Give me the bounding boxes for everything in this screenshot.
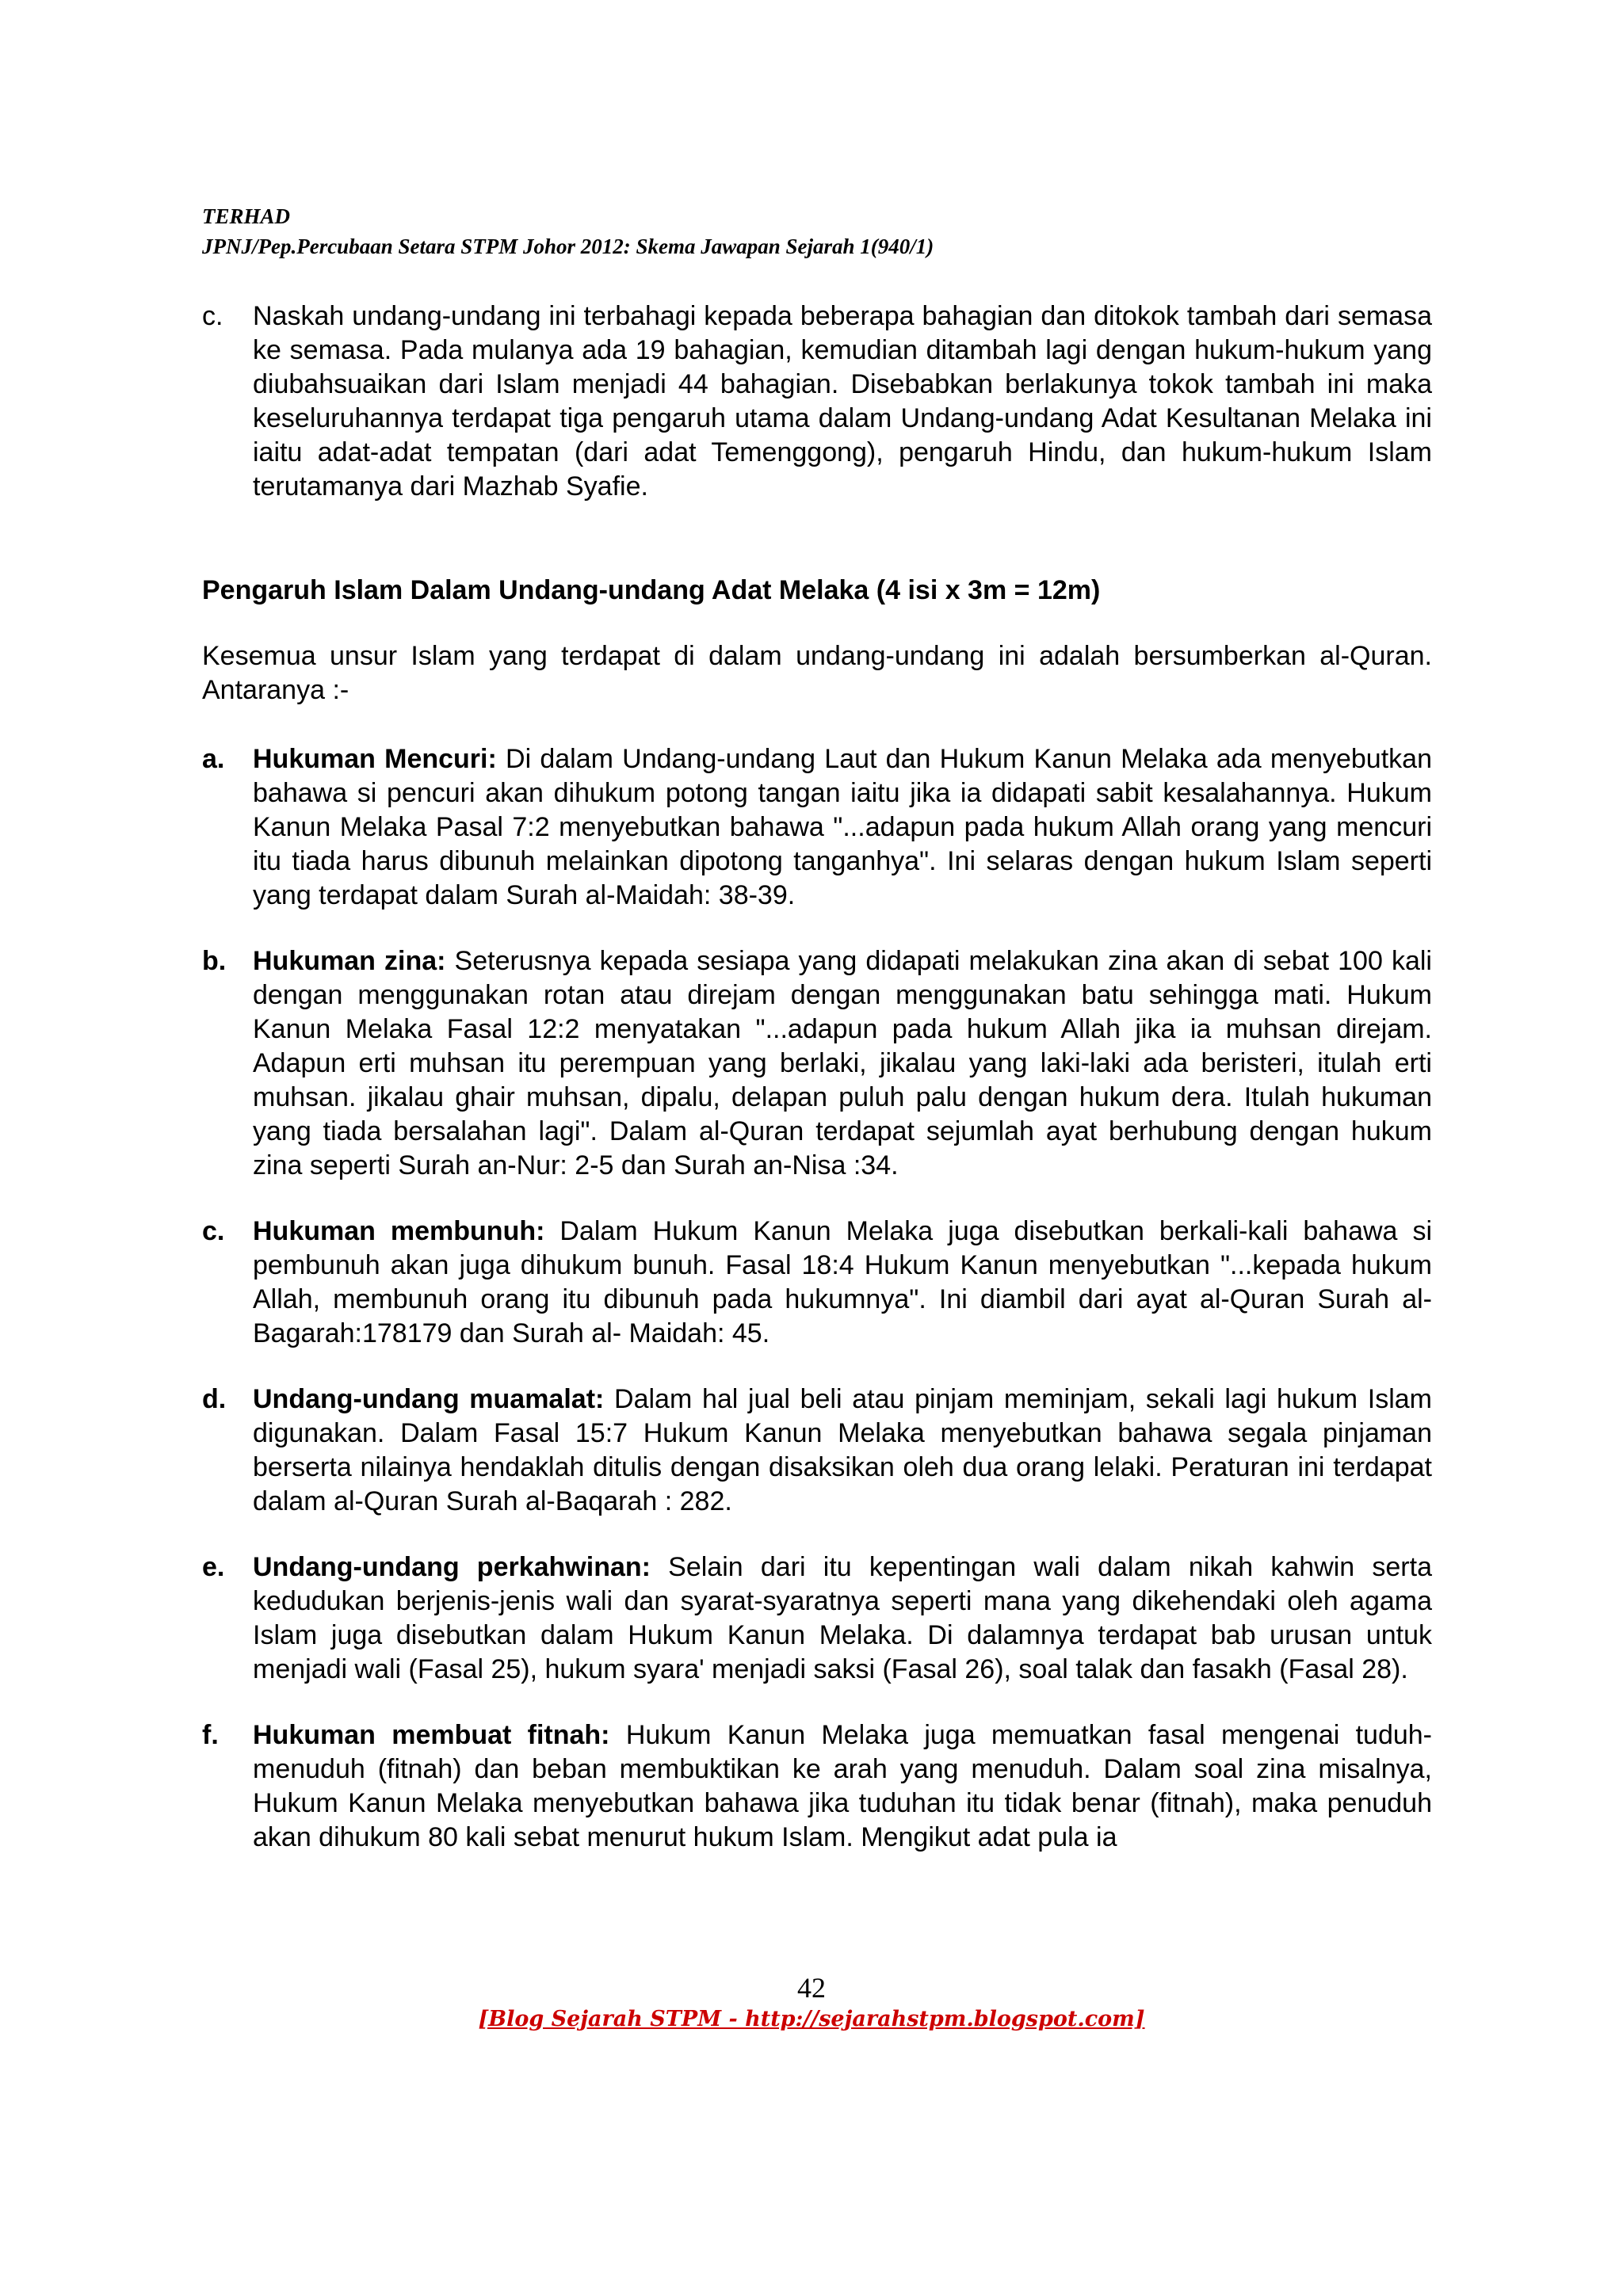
list-marker: a. xyxy=(202,744,225,774)
list-item-heading: Undang-undang perkahwinan: xyxy=(253,1552,651,1582)
document-subtitle: JPNJ/Pep.Percubaan Setara STPM Johor 2012: Skema Jawapan Sejarah 1(940/1) xyxy=(202,235,934,258)
list-item xyxy=(202,1215,1432,1351)
list-marker: d. xyxy=(202,1384,227,1414)
list-item-body: Selain dari itu kepentingan wali dalam nikah kahwin serta kedudukan berjenis-jenis wali dan syarat-syaratnya seperti mana yang dikehendaki oleh agama Islam juga disebutkan dalam Hukum Kanun Melaka. Di dalamnya terdapat bab urusan untuk menjadi wali (Fasal 25), hukum syara' menjadi saksi (Fasal 26), soal talak dan fasakh (Fasal 28). xyxy=(253,1552,1432,1684)
list-item xyxy=(202,1718,1432,1855)
classification-label: TERHAD xyxy=(202,204,291,228)
list-item-body: Hukum Kanun Melaka juga memuatkan fasal mengenai tuduh-menuduh (fitnah) dan beban membuktikan ke arah yang menuduh. Dalam soal zina misalnya, Hukum Kanun Melaka menyebutkan bahawa jika tuduhan itu tidak benar (fitnah), maka penuduh akan dihukum 80 kali sebat menurut hukum Islam. Mengikut adat pula ia xyxy=(253,1720,1432,1852)
list-marker: c. xyxy=(202,1216,225,1246)
section-intro: Kesemua unsur Islam yang terdapat di dalam undang-undang ini adalah bersumberkan al-Quran. Antaranya :- xyxy=(202,641,1432,705)
list-item-text xyxy=(253,1383,1432,1519)
list-item xyxy=(202,742,1432,913)
list-item-heading: Hukuman membuat fitnah: xyxy=(253,1720,610,1750)
list-item-body: Seterusnya kepada sesiapa yang didapati melakukan zina akan di sebat 100 kali dengan menggunakan rotan atau direjam dengan menggunakan batu sehingga mati. Hukum Kanun Melaka Fasal 12:2 menyatakan "...adapun pada hukum Allah jika ia muhsan direjam. Adapun erti muhsan itu perempuan yang berlaki, jikalau yang laki-laki ada beristeri, itulah erti muhsan. jikalau ghair muhsan, dipalu, delapan puluh palu dengan hukum dera. Itulah hukuman yang tiada bersalahan lagi". Dalam al-Quran terdapat sejumlah ayat berhubung dengan hukum zina seperti Surah an-Nur: 2-5 dan Surah an-Nisa :34. xyxy=(253,946,1432,1180)
list-marker: c. xyxy=(202,301,223,331)
list-marker: f. xyxy=(202,1720,219,1750)
list-item-heading: Hukuman zina: xyxy=(253,946,446,976)
list-item-text xyxy=(253,1718,1432,1855)
list-item-heading: Undang-undang muamalat: xyxy=(253,1384,605,1414)
list-item-text: Naskah undang-undang ini terbahagi kepada beberapa bahagian dan ditokok tambah dari semasa ke semasa. Pada mulanya ada 19 bahagian, kemudian ditambah lagi dengan hukum-hukum yang diubahsuaikan dari Islam menjadi 44 bahagian. Disebabkan berlakunya tokok tambah ini maka keseluruhannya terdapat tiga pengaruh utama dalam Undang-undang Adat Kesultanan Melaka ini iaitu adat-adat tempatan (dari adat Temenggong), pengaruh Hindu, dan hukum-hukum Islam terutamanya dari Mazhab Syafie. xyxy=(253,301,1432,502)
page-number: 42 xyxy=(797,1972,826,2004)
list-item-body: Di dalam Undang-undang Laut dan Hukum Kanun Melaka ada menyebutkan bahawa si pencuri akan dihukum potong tangan iaitu jika ia didapati sabit kesalahannya. Hukum Kanun Melaka Pasal 7:2 menyebutkan bahawa "...adapun pada hukum Allah orang yang mencuri itu tiada harus dibunuh melainkan dipotong tanganhya". Ini selaras dengan hukum Islam seperti yang terdapat dalam Surah al-Maidah: 38-39. xyxy=(253,744,1432,910)
list-marker: b. xyxy=(202,946,227,976)
intro-list-item xyxy=(202,299,1432,504)
section-title: Pengaruh Islam Dalam Undang-undang Adat Melaka (4 isi x 3m = 12m) xyxy=(202,575,1101,605)
list-item-text xyxy=(253,742,1432,913)
list-item-text xyxy=(253,1215,1432,1351)
list-item-body: Dalam Hukum Kanun Melaka juga disebutkan berkali-kali bahawa si pembunuh akan juga dihukum bunuh. Fasal 18:4 Hukum Kanun menyebutkan "...kepada hukum Allah, membunuh orang itu dibunuh pada hukumnya". Ini diambil dari ayat al-Quran Surah al-Bagarah:178179 dan Surah al- Maidah: 45. xyxy=(253,1216,1432,1348)
list-marker: e. xyxy=(202,1552,225,1582)
list-item-text xyxy=(253,1550,1432,1687)
list-item xyxy=(202,944,1432,1183)
document-body xyxy=(202,299,1432,1886)
list-item-heading: Hukuman Mencuri: xyxy=(253,744,497,774)
list-item-body: Dalam hal jual beli atau pinjam meminjam, sekali lagi hukum Islam digunakan. Dalam Fasal 15:7 Hukum Kanun Melaka menyebutkan bahawa segala pinjaman berserta nilainya hendaklah ditulis dengan disaksikan oleh dua orang lelaki. Peraturan ini terdapat dalam al-Quran Surah al-Baqarah : 282. xyxy=(253,1384,1433,1516)
blog-link[interactable]: [Blog Sejarah STPM - http://sejarahstpm.blogspot.com] xyxy=(478,2007,1145,2031)
list-item-heading: Hukuman membunuh: xyxy=(253,1216,545,1246)
list-item xyxy=(202,1550,1432,1687)
list-item xyxy=(202,1383,1432,1519)
document-header xyxy=(202,201,934,261)
list-item-text xyxy=(253,944,1432,1183)
